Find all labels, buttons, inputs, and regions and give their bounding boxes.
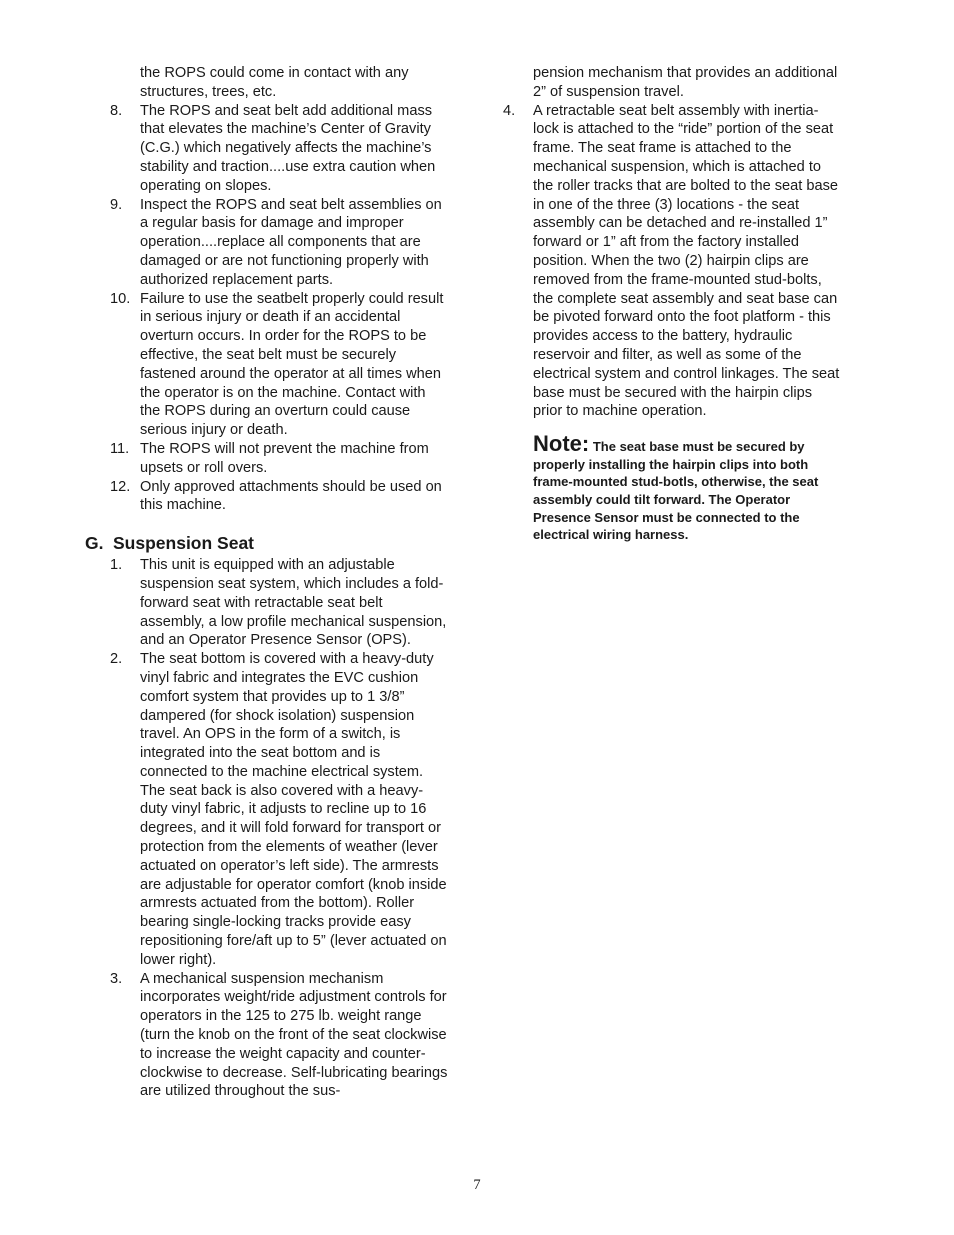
item-text: A retractable seat belt assembly with inertia-lock is attached to the “ride” portion of the seat frame. The seat frame is attached to the mechanical suspension, which is attached to the roller tracks that are bolted to the seat base in one of the three (3) locations - the seat assembly can be detached and re-installed 1” forward or 1” aft from the factory installed position. When the two (2) hairpin clips are removed from the frame-mounted stud-bolts, the complete seat assembly and seat base can be pivoted forward onto the foot platform - this provides access to the battery, hydraulic reservoir and filter, as well as some of the electrical system and control linkages. The seat base must be secured with the hairpin clips prior to machine operation. xyxy=(533,102,840,420)
right-column xyxy=(503,64,841,544)
rops-item-8 xyxy=(110,102,448,196)
section-letter: G. xyxy=(85,533,104,554)
item-text: The ROPS and seat belt add additional mass that elevates the machine’s Center of Gravity (C.G.) which negatively affects the machine’s stability and traction....use extra caution when operating on slopes. xyxy=(140,102,436,194)
left-column xyxy=(85,64,448,1101)
item-number: 11. xyxy=(110,440,130,457)
rops-item-9 xyxy=(110,196,448,290)
item-number: 1. xyxy=(110,557,123,574)
rops-item-11 xyxy=(110,440,448,478)
item-text: The ROPS will not prevent the machine from upsets or roll overs. xyxy=(140,440,429,476)
section-heading xyxy=(85,532,448,554)
continuation-text: pension mechanism that provides an additional 2” of suspension travel. xyxy=(533,65,838,100)
item-text: The seat bottom is covered with a heavy-duty vinyl fabric and integrates the EVC cushion comfort system that provides up to 1 3/8” dampered (for shock isolation) suspension travel. An OPS in the form of a switch, is integrated into the seat bottom and is connected to the machine electrical system. The seat back is also covered with a heavy-duty vinyl fabric, it adjusts to recline up to 16 degrees, and it will fold forward for transport or protection from the elements of weather (lever actuated on operator’s left side). The armrests are adjustable for operator comfort (knob inside armrests actuated from the bottom). Roller bearing single-locking tracks provide easy repositioning fore/aft up to 5” (lever actuated on lower right). xyxy=(140,651,447,968)
note-label: Note: xyxy=(533,431,590,457)
continuation-text: the ROPS could come in contact with any structures, trees, etc. xyxy=(140,65,409,100)
seat-item-2 xyxy=(110,650,448,970)
seat-item-3 xyxy=(110,970,448,1102)
item-text: Failure to use the seatbelt properly could result in serious injury or death if an accidental overturn occurs. In order for the ROPS to be effective, the seat belt must be securely fastened around the operator at all times when the operator is on the machine. Contact with the ROPS during an overturn could cause serious injury or death. xyxy=(140,290,444,439)
item-number: 3. xyxy=(110,970,123,987)
item-number: 10. xyxy=(110,290,131,307)
seat-item-1 xyxy=(110,556,448,650)
page-number: 7 xyxy=(473,1177,481,1193)
rops-item-10 xyxy=(110,290,448,440)
section-title: Suspension Seat xyxy=(113,533,255,554)
item-number: 2. xyxy=(110,651,123,668)
item-text: A mechanical suspension mechanism incorporates weight/ride adjustment controls for operators in the 125 to 275 lb. weight range (turn the knob on the front of the seat clockwise to increase the weight capacity and counter-clockwise to decrease. Self-lubricating bearings are utilized throughout the sus- xyxy=(140,970,448,1100)
note-block xyxy=(503,431,841,544)
item-text: This unit is equipped with an adjustable suspension seat system, which includes a fold-forward seat with retractable seat belt assembly, a low profile mechanical suspension, and an Operator Presence Sensor (OPS). xyxy=(140,557,447,649)
seat-item-4 xyxy=(503,102,841,422)
item-text: Inspect the ROPS and seat belt assemblies on a regular basis for damage and improper operation....replace all components that are damaged or are not functioning properly with authorized replacement parts. xyxy=(140,196,442,288)
item-number: 4. xyxy=(503,102,516,119)
item-number: 12. xyxy=(110,478,131,495)
item-number: 8. xyxy=(110,102,123,119)
note-text: The seat base must be secured by properly installing the hairpin clips into both frame-mounted stud-botls, otherwise, the seat assembly could tilt forward. The Operator Presence Sensor must be connected to the electrical wiring harness. xyxy=(533,439,819,543)
item-number: 9. xyxy=(110,196,123,213)
rops-item-12 xyxy=(110,478,448,516)
item-text: Only approved attachments should be used on this machine. xyxy=(140,478,442,514)
